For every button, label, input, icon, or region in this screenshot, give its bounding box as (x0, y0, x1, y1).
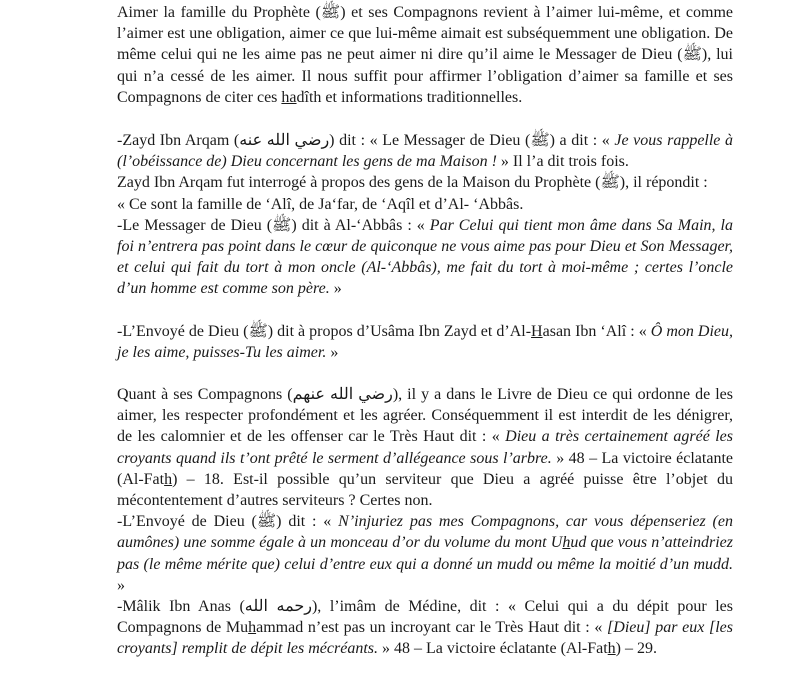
hadith-usama-al-hasan: -L’Envoyé de Dieu (ﷺ) dit à propos d’Usâma Ibn Zayd et d’Al-Hasan Ibn ‘Alî : « Ô mon Dieu, je les aime, puisses-Tu les aimer. » (117, 322, 733, 361)
intro-paragraph: Aimer la famille du Prophète (ﷺ) et ses Compagnons revient à l’aimer lui-même, et comme l’aimer est une obligation, aimer ce que lui-même aimait est subséquemment une obligation. De même celui qui ne les aime pas ne peut aimer ni dire qu’il aime le Messager de Dieu (ﷺ), lui qui n’a cessé de les aimer. Il nous suffit pour affirmer l’obligation d’aimer sa famille et ses Compagnons de citer ces hadîth et informations traditionnelles. (117, 4, 734, 106)
zayd-question-line: Zayd Ibn Arqam fut interrogé à propos des gens de la Maison du Prophète (ﷺ), il répondit : (117, 174, 708, 192)
hadith-do-not-insult: -L’Envoyé de Dieu (ﷺ) dit : « N’injuriez pas mes Compagnons, car vous dépenseriez (en aumônes) une somme égale à un monceau d’or du volume du mont Uhud que vous n’atteindriez pas (le même mérite que) celui d’entre eux qui a donné un mudd ou même la moitié d’un mudd. » (117, 513, 734, 594)
spacer (117, 363, 733, 384)
malik-ibn-anas-quote: -Mâlik Ibn Anas (رحمه الله), l’imâm de Médine, dit : « Celui qui a du dépit pour les Compagnons de Muhammad n’est pas un incroyant car le Très Haut dit : « [Dieu] par eux [les croyants] remplit de dépit les mécréants. » 48 – La victoire éclatante (Al-Fath) – 29. (117, 598, 734, 658)
document-page (117, 2, 733, 660)
hadith-al-abbas: -Le Messager de Dieu (ﷺ) dit à Al-‘Abbâs : « Par Celui qui tient mon âme dans Sa Main, la foi n’entrera pas point dans le cœur de quiconque ne vous aime pas pour Dieu et Son Messager, et celui qui fait du tort à mon oncle (Al-‘Abbâs), me fait du tort à moi-même ; certes l’oncle d’un homme est comme son père. » (117, 216, 733, 298)
companions-paragraph: Quant à ses Compagnons (رضي الله عنهم), il y a dans le Livre de Dieu ce qui ordonne de les aimer, les respecter profondément et les agréer. Conséquemment il est interdit de les dénigrer, de les calomnier et de les offenser car le Très Haut dit : « Dieu a très certainement agréé les croyants quand ils t’ont prêté le serment d’allégeance sous l’arbre. » 48 – La victoire éclatante (Al-Fath) – 18. Est-il possible qu’un serviteur que Dieu a agréé puisse être l’objet du mécontentement d’autres serviteurs ? Certes non. (117, 386, 734, 510)
zayd-answer-line: « Ce sont la famille de ‘Alî, de Ja‘far, de ‘Aqîl et d’Al- ‘Abbâs. (117, 195, 524, 213)
spacer (117, 300, 733, 321)
spacer (117, 108, 733, 130)
hadith-zayd-ibn-arqam: -Zayd Ibn Arqam (رضي الله عنه) dit : « Le Messager de Dieu (ﷺ) a dit : « Je vous rappelle à (l’obéissance de) Dieu concernant les gens de ma Maison ! » Il l’a dit trois fois. (117, 132, 734, 171)
